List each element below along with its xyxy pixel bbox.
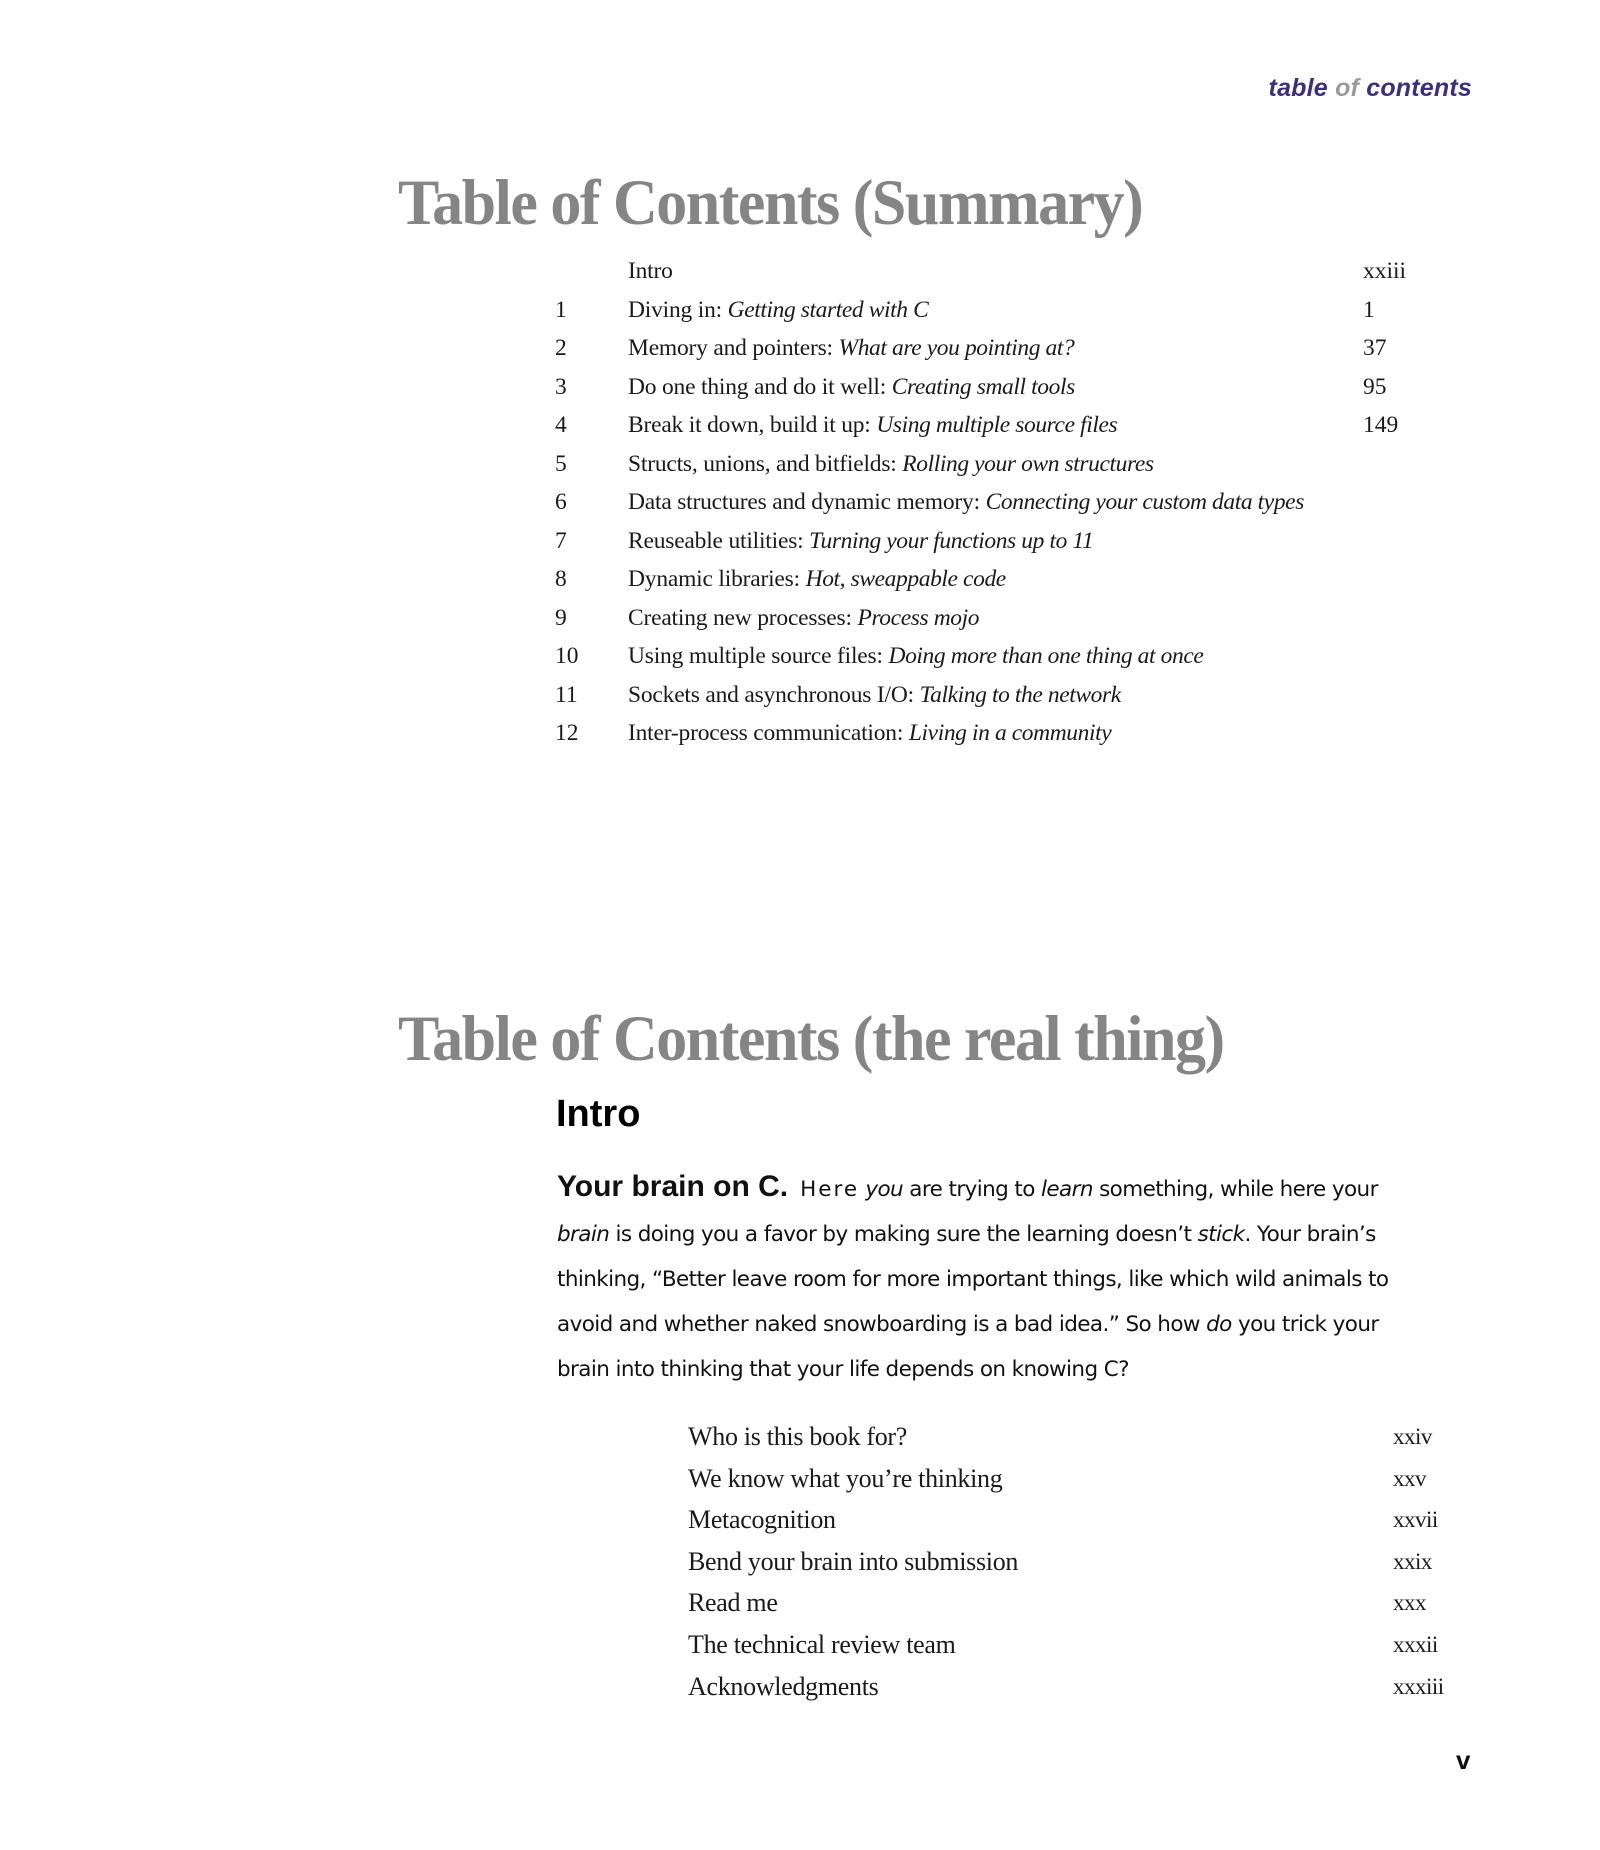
toc-row-chapter[interactable] — [0, 297, 1600, 336]
emphasis: stick — [1197, 1222, 1245, 1247]
chapter-title — [628, 643, 1203, 670]
toc-row-chapter[interactable] — [0, 720, 1600, 759]
paragraph-line — [557, 1302, 1437, 1347]
chapter-main-title: Using multiple source files: — [628, 643, 889, 669]
chapter-subtitle: Turning your functions up to 11 — [809, 527, 1094, 554]
chapter-main-title: Memory and pointers: — [628, 335, 839, 361]
chapter-number: 4 — [555, 412, 567, 438]
chapter-subtitle: Hot, sweappable code — [805, 566, 1006, 592]
toc-row-intro[interactable] — [0, 258, 1600, 297]
paragraph-line: thinking, “Better leave room for more important things, like which wild animals to — [557, 1267, 1389, 1292]
section-title: Read me — [688, 1588, 778, 1618]
toc-row-chapter[interactable] — [0, 335, 1600, 374]
section-row[interactable] — [0, 1630, 1600, 1672]
chapter-subtitle: Living in a community — [908, 720, 1112, 746]
intro-section-list — [0, 1422, 1600, 1713]
text-run: avoid and whether naked snowboarding is a bad idea.” So how — [557, 1312, 1207, 1337]
chapter-number: 1 — [555, 296, 567, 323]
chapter-title — [628, 258, 673, 285]
chapter-main-title: Data structures and dynamic memory: — [628, 489, 986, 515]
toc-row-chapter[interactable] — [0, 374, 1600, 413]
text-run: are trying to — [903, 1177, 1041, 1202]
chapter-subtitle: Connecting your custom data types — [985, 489, 1304, 515]
toc-row-chapter[interactable] — [0, 682, 1600, 721]
page-number: xxx — [1393, 1590, 1426, 1616]
toc-row-chapter[interactable] — [0, 528, 1600, 567]
chapter-main-title: Diving in: — [628, 296, 728, 323]
page-number: 1 — [1363, 296, 1375, 323]
chapter-title — [628, 682, 1121, 709]
chapter-subtitle: Process mojo — [857, 604, 980, 631]
chapter-title — [628, 720, 1111, 747]
chapter-main-title: Dynamic libraries: — [628, 566, 806, 592]
page-number: 37 — [1363, 335, 1387, 361]
section-title: Metacognition — [688, 1505, 836, 1535]
chapter-subtitle: Creating small tools — [891, 373, 1075, 400]
chapter-title — [628, 374, 1075, 401]
emphasis: do — [1206, 1312, 1232, 1337]
chapter-number: 8 — [555, 566, 567, 592]
chapter-title — [628, 605, 979, 632]
toc-row-chapter[interactable] — [0, 489, 1600, 528]
paragraph-line — [557, 1212, 1437, 1257]
running-head-word: contents — [1366, 74, 1472, 102]
chapter-title — [628, 412, 1117, 439]
text-run: . Your brain’s — [1244, 1222, 1376, 1247]
chapter-subtitle: Doing more than one thing at once — [888, 643, 1204, 669]
section-row[interactable] — [0, 1505, 1600, 1547]
page-folio: v — [1456, 1745, 1471, 1775]
intro-description — [557, 1164, 1437, 1392]
page-number: xxiii — [1363, 258, 1407, 284]
chapter-number: 6 — [555, 489, 567, 515]
intro-heading: Intro — [556, 1093, 641, 1135]
chapter-title — [628, 297, 928, 324]
chapter-number: 2 — [555, 335, 567, 361]
chapter-number: 10 — [555, 643, 579, 669]
section-row[interactable] — [0, 1672, 1600, 1714]
page-number: xxxiii — [1393, 1673, 1444, 1699]
chapter-subtitle: Talking to the network — [919, 681, 1121, 708]
page-number: xxix — [1393, 1548, 1432, 1574]
text-run: is doing you a favor by making sure the learning doesn’t — [609, 1222, 1198, 1247]
chapter-main-title: Inter-process communication: — [628, 720, 909, 746]
chapter-number: 3 — [555, 373, 567, 400]
section-title: Who is this book for? — [688, 1422, 908, 1451]
chapter-main-title: Structs, unions, and bitfields: — [628, 450, 903, 477]
full-toc-title: Table of Contents (the real thing) — [398, 1003, 1224, 1075]
chapter-main-title: Creating new processes: — [628, 604, 858, 631]
chapter-title — [628, 489, 1304, 516]
chapter-subtitle: Rolling your own structures — [902, 450, 1154, 477]
running-head-word: of — [1335, 74, 1360, 102]
summary-title: Table of Contents (Summary) — [398, 167, 1143, 239]
page-number: 149 — [1363, 412, 1399, 438]
text-run: Here — [800, 1177, 860, 1202]
text-run: you trick your — [1231, 1312, 1379, 1337]
section-title: The technical review team — [688, 1629, 956, 1659]
chapter-subtitle: Using multiple source files — [876, 412, 1118, 438]
page-number: xxiv — [1393, 1424, 1432, 1449]
chapter-title — [628, 566, 1006, 593]
running-head — [1269, 74, 1472, 103]
chapter-number: 12 — [555, 720, 579, 746]
page-number: xxxii — [1393, 1631, 1438, 1657]
section-row[interactable] — [0, 1422, 1600, 1464]
chapter-title — [628, 528, 1093, 555]
chapter-title — [628, 335, 1074, 362]
section-row[interactable] — [0, 1547, 1600, 1589]
section-row[interactable] — [0, 1588, 1600, 1630]
paragraph-line — [557, 1164, 1437, 1212]
chapter-subtitle: Getting started with C — [727, 296, 929, 323]
section-title: Acknowledgments — [688, 1671, 879, 1701]
section-title: Bend your brain into submission — [688, 1546, 1019, 1576]
chapter-main-title: Break it down, build it up: — [628, 412, 877, 438]
page-number: xxv — [1393, 1465, 1426, 1491]
chapter-main-title: Sockets and asynchronous I/O: — [628, 681, 920, 708]
emphasis: brain — [557, 1222, 610, 1247]
chapter-title — [628, 451, 1154, 478]
chapter-subtitle: What are you pointing at? — [838, 335, 1075, 361]
toc-row-chapter[interactable] — [0, 643, 1600, 682]
chapter-number: 5 — [555, 450, 567, 477]
emphasis: you — [865, 1177, 904, 1202]
toc-row-chapter[interactable] — [0, 451, 1600, 490]
text-run: something, while here your — [1092, 1177, 1378, 1202]
chapter-number: 11 — [555, 681, 578, 708]
section-row[interactable] — [0, 1464, 1600, 1506]
chapter-main-title: Do one thing and do it well: — [628, 373, 892, 400]
toc-row-chapter[interactable] — [0, 412, 1600, 451]
toc-row-chapter[interactable] — [0, 566, 1600, 605]
page-number: 95 — [1363, 373, 1387, 400]
chapter-number: 7 — [555, 527, 567, 554]
page-number: xxvii — [1393, 1507, 1438, 1533]
paragraph-line: brain into thinking that your life depends on knowing C? — [557, 1357, 1129, 1382]
section-title: We know what you’re thinking — [688, 1463, 1003, 1493]
intro-lead: Your brain on C. — [557, 1170, 789, 1203]
summary-toc — [0, 258, 1600, 759]
chapter-main-title: Reuseable utilities: — [628, 527, 810, 554]
chapter-number: 9 — [555, 604, 567, 631]
toc-row-chapter[interactable] — [0, 605, 1600, 644]
running-head-word: table — [1268, 74, 1328, 102]
emphasis: learn — [1041, 1177, 1093, 1202]
chapter-main-title: Intro — [628, 258, 673, 284]
